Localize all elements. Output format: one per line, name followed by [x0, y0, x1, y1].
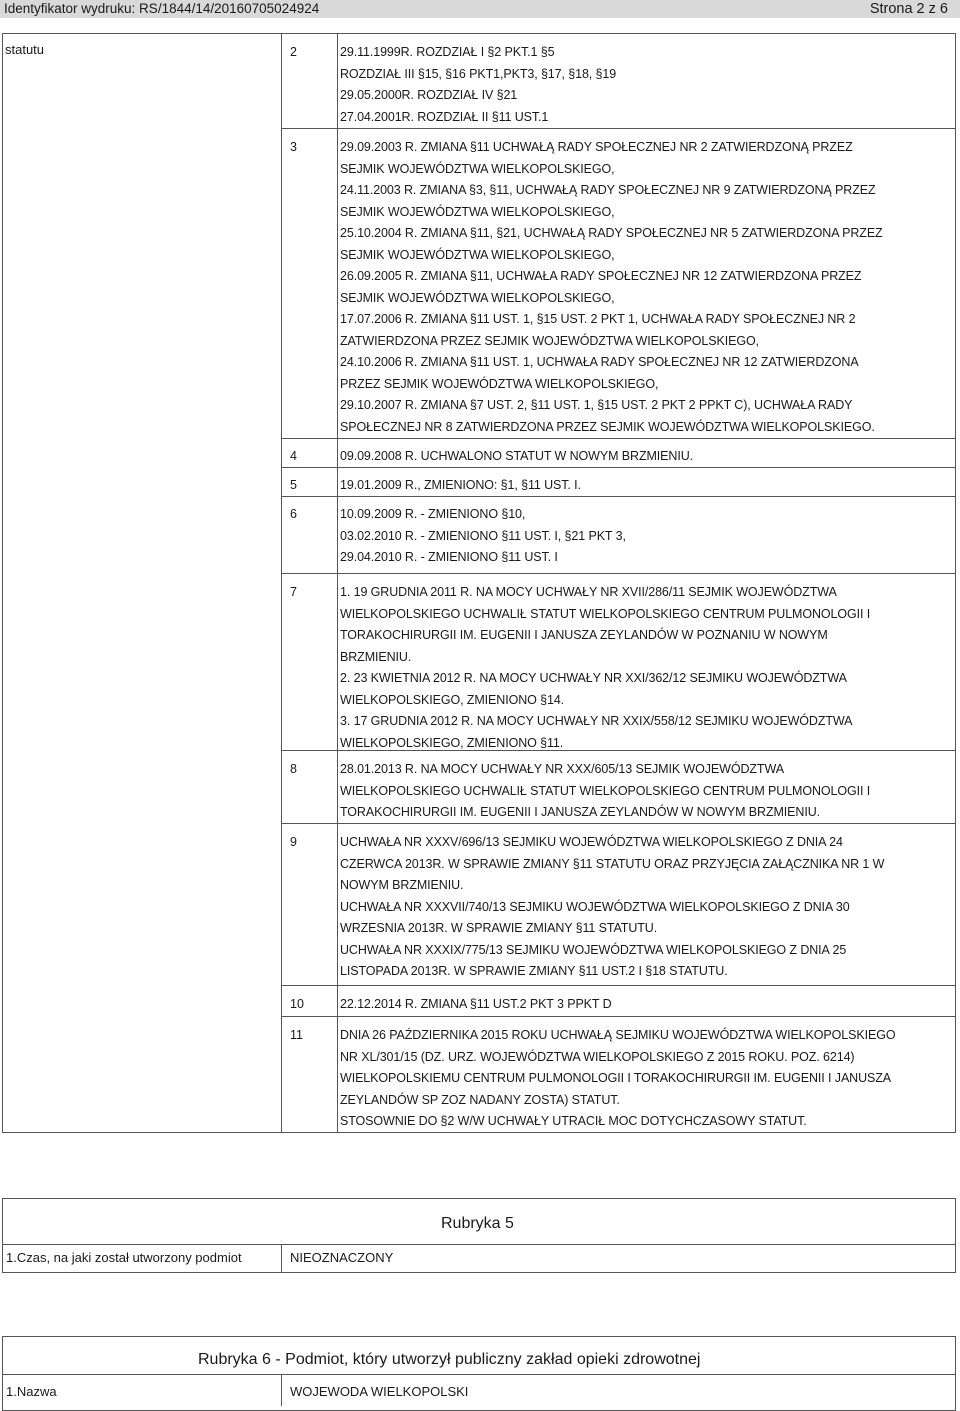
entry-line: SEJMIK WOJEWÓDZTWA WIELKOPOLSKIEGO,	[340, 161, 615, 176]
entry-line: 19.01.2009 R., ZMIENIONO: §1, §11 UST. I.	[340, 478, 581, 492]
entry-line: PRZEZ SEJMIK WOJEWÓDZTWA WIELKOPOLSKIEGO,	[340, 376, 659, 391]
entry-line: 29.04.2010 R. - ZMIENIONO §11 UST. I	[340, 550, 558, 564]
entry-line: 29.11.1999R. ROZDZIAŁ I §2 PKT.1 §5	[340, 45, 555, 59]
entry-number: 7	[290, 585, 297, 599]
entry-line: 25.10.2004 R. ZMIANA §11, §21, UCHWAŁĄ RADY SPOŁECZNEJ NR 5 ZATWIERDZONA PRZEZ	[340, 226, 883, 240]
entry-line: 09.09.2008 R. UCHWALONO STATUT W NOWYM BRZMIENIU.	[340, 449, 694, 463]
print-header	[0, 0, 960, 18]
entry-number: 4	[290, 449, 297, 463]
entry-text	[340, 446, 955, 468]
rubryka-5-value: NIEOZNACZONY	[290, 1250, 394, 1265]
rubryka-6-column-divider	[281, 1374, 282, 1406]
print-identifier: Identyfikator wydruku: RS/1844/14/20160705024924	[4, 1, 320, 16]
entry-number: 10	[290, 997, 304, 1011]
rubryka-5-divider	[2, 1244, 956, 1245]
entry-text	[340, 504, 955, 569]
entry-number: 11	[290, 1028, 303, 1042]
statute-label: statutu	[5, 42, 45, 57]
rubryka-6-title: Rubryka 6 - Podmiot, który utworzył publiczny zakład opieki zdrowotnej	[198, 1351, 701, 1368]
entry-line: LISTOPADA 2013R. W SPRAWIE ZMIANY §11 UST.2 I §18 STATUTU.	[340, 964, 728, 978]
column-divider	[337, 33, 338, 1133]
entry-line: WIELKOPOLSKIEGO UCHWALIŁ STATUT WIELKOPOLSKIEGO CENTRUM PULMONOLOGII I	[340, 783, 871, 798]
entry-number: 5	[290, 478, 297, 492]
entry-line: UCHWAŁA NR XXXV/696/13 SEJMIKU WOJEWÓDZTWA WIELKOPOLSKIEGO Z DNIA 24	[340, 835, 843, 849]
row-divider	[281, 1016, 956, 1017]
entry-line: 29.05.2000R. ROZDZIAŁ IV §21	[340, 88, 518, 102]
entry-line: WIELKOPOLSKIEMU CENTRUM PULMONOLOGII I TORAKOCHIRURGII IM. EUGENII I JANUSZA	[340, 1071, 892, 1085]
entry-line: WIELKOPOLSKIEGO UCHWALIŁ STATUT WIELKOPOLSKIEGO CENTRUM PULMONOLOGII I	[340, 606, 871, 621]
entry-number: 8	[290, 762, 297, 776]
entry-text	[340, 582, 955, 754]
entry-line: ZATWIERDZONA PRZEZ SEJMIK WOJEWÓDZTWA WIELKOPOLSKIEGO,	[340, 333, 759, 348]
entry-text	[340, 1025, 955, 1133]
entry-text	[340, 759, 955, 824]
entry-line: 26.09.2005 R. ZMIANA §11, UCHWAŁA RADY SPOŁECZNEJ NR 12 ZATWIERDZONA PRZEZ	[340, 269, 862, 283]
entry-text	[340, 994, 955, 1016]
entry-line: BRZMIENIU.	[340, 649, 412, 664]
entry-line: SEJMIK WOJEWÓDZTWA WIELKOPOLSKIEGO,	[340, 204, 615, 219]
entry-line: 03.02.2010 R. - ZMIENIONO §11 UST. I, §21 PKT 3,	[340, 528, 626, 543]
entry-line: UCHWAŁA NR XXXVII/740/13 SEJMIKU WOJEWÓDZTWA WIELKOPOLSKIEGO Z DNIA 30	[340, 899, 850, 914]
rubryka-5-title: Rubryka 5	[441, 1215, 514, 1232]
entry-line: NR XL/301/15 (DZ. URZ. WOJEWÓDZTWA WIELKOPOLSKIEGO Z 2015 ROKU. POZ. 6214)	[340, 1049, 855, 1064]
entry-line: NOWYM BRZMIENIU.	[340, 878, 464, 892]
rubryka-5-column-divider	[281, 1244, 282, 1273]
entry-line: SEJMIK WOJEWÓDZTWA WIELKOPOLSKIEGO,	[340, 247, 615, 262]
column-divider	[281, 33, 282, 1133]
entry-line: SEJMIK WOJEWÓDZTWA WIELKOPOLSKIEGO,	[340, 290, 615, 305]
entry-line: 29.10.2007 R. ZMIANA §7 UST. 2, §11 UST. 1, §15 UST. 2 PKT 2 PPKT C), UCHWAŁA RADY	[340, 398, 853, 412]
entry-line: ZEYLANDÓW SP ZOZ NADANY ZOSTA) STATUT.	[340, 1092, 620, 1107]
entry-line: WIELKOPOLSKIEGO, ZMIENIONO §14.	[340, 692, 565, 707]
entry-line: WIELKOPOLSKIEGO, ZMIENIONO §11.	[340, 735, 564, 750]
entry-line: 28.01.2013 R. NA MOCY UCHWAŁY NR XXX/605/13 SEJMIK WOJEWÓDZTWA	[340, 762, 784, 776]
entry-text	[340, 832, 955, 983]
entry-line: WRZESNIA 2013R. W SPRAWIE ZMIANY §11 STATUTU.	[340, 921, 658, 935]
entry-line: 2. 23 KWIETNIA 2012 R. NA MOCY UCHWAŁY NR XXI/362/12 SEJMIKU WOJEWÓDZTWA	[340, 671, 847, 685]
rubryka-6-value: WOJEWODA WIELKOPOLSKI	[290, 1384, 469, 1399]
entry-number: 3	[290, 140, 297, 154]
entry-text	[340, 137, 955, 438]
entry-line: STOSOWNIE DO §2 W/W UCHWAŁY UTRACIŁ MOC DOTYCHCZASOWY STATUT.	[340, 1114, 807, 1128]
entry-line: TORAKOCHIRURGII IM. EUGENII I JANUSZA ZEYLANDÓW W POZNANIU W NOWYM	[340, 628, 828, 642]
entry-line: SPOŁECZNEJ NR 8 ZATWIERDZONA PRZEZ SEJMIK WOJEWÓDZTWA WIELKOPOLSKIEGO.	[340, 419, 875, 434]
row-divider	[281, 985, 956, 986]
row-divider	[281, 573, 956, 574]
entry-line: 24.10.2006 R. ZMIANA §11 UST. 1, UCHWAŁA RADY SPOŁECZNEJ NR 12 ZATWIERDZONA	[340, 355, 859, 369]
entry-number: 9	[290, 835, 297, 849]
entry-text	[340, 42, 955, 128]
entry-line: 22.12.2014 R. ZMIANA §11 UST.2 PKT 3 PPKT D	[340, 997, 612, 1011]
entry-text	[340, 475, 955, 497]
rubryka-6-divider	[2, 1374, 956, 1375]
entry-number: 2	[290, 45, 297, 59]
entry-line: CZERWCA 2013R. W SPRAWIE ZMIANY §11 STATUTU ORAZ PRZYJĘCIA ZAŁĄCZNIKA NR 1 W	[340, 856, 885, 871]
entry-line: ROZDZIAŁ III §15, §16 PKT1,PKT3, §17, §18, §19	[340, 66, 617, 81]
entry-line: 27.04.2001R. ROZDZIAŁ II §11 UST.1	[340, 109, 549, 124]
entry-line: 10.09.2009 R. - ZMIENIONO §10,	[340, 507, 526, 521]
rubryka-6-label: 1.Nazwa	[6, 1384, 57, 1399]
row-divider	[281, 128, 956, 129]
entry-line: DNIA 26 PAŹDZIERNIKA 2015 ROKU UCHWAŁĄ SEJMIKU WOJEWÓDZTWA WIELKOPOLSKIEGO	[340, 1028, 896, 1042]
row-divider	[281, 438, 956, 439]
entry-line: 29.09.2003 R. ZMIANA §11 UCHWAŁĄ RADY SPOŁECZNEJ NR 2 ZATWIERDZONĄ PRZEZ	[340, 140, 853, 154]
page-number: Strona 2 z 6	[869, 1, 948, 17]
entry-line: TORAKOCHIRURGII IM. EUGENII I JANUSZA ZEYLANDÓW W NOWYM BRZMIENIU.	[340, 805, 821, 819]
entry-line: 3. 17 GRUDNIA 2012 R. NA MOCY UCHWAŁY NR XXIX/558/12 SEJMIKU WOJEWÓDZTWA	[340, 714, 853, 728]
entry-line: 17.07.2006 R. ZMIANA §11 UST. 1, §15 UST. 2 PKT 1, UCHWAŁA RADY SPOŁECZNEJ NR 2	[340, 312, 856, 326]
entry-line: 1. 19 GRUDNIA 2011 R. NA MOCY UCHWAŁY NR XVII/286/11 SEJMIK WOJEWÓDZTWA	[340, 585, 837, 599]
entry-line: UCHWAŁA NR XXXIX/775/13 SEJMIKU WOJEWÓDZTWA WIELKOPOLSKIEGO Z DNIA 25	[340, 942, 847, 957]
entry-line: 24.11.2003 R. ZMIANA §3, §11, UCHWAŁĄ RADY SPOŁECZNEJ NR 9 ZATWIERDZONĄ PRZEZ	[340, 183, 876, 197]
rubryka-5-label: 1.Czas, na jaki został utworzony podmiot	[6, 1250, 242, 1265]
entry-number: 6	[290, 507, 297, 521]
